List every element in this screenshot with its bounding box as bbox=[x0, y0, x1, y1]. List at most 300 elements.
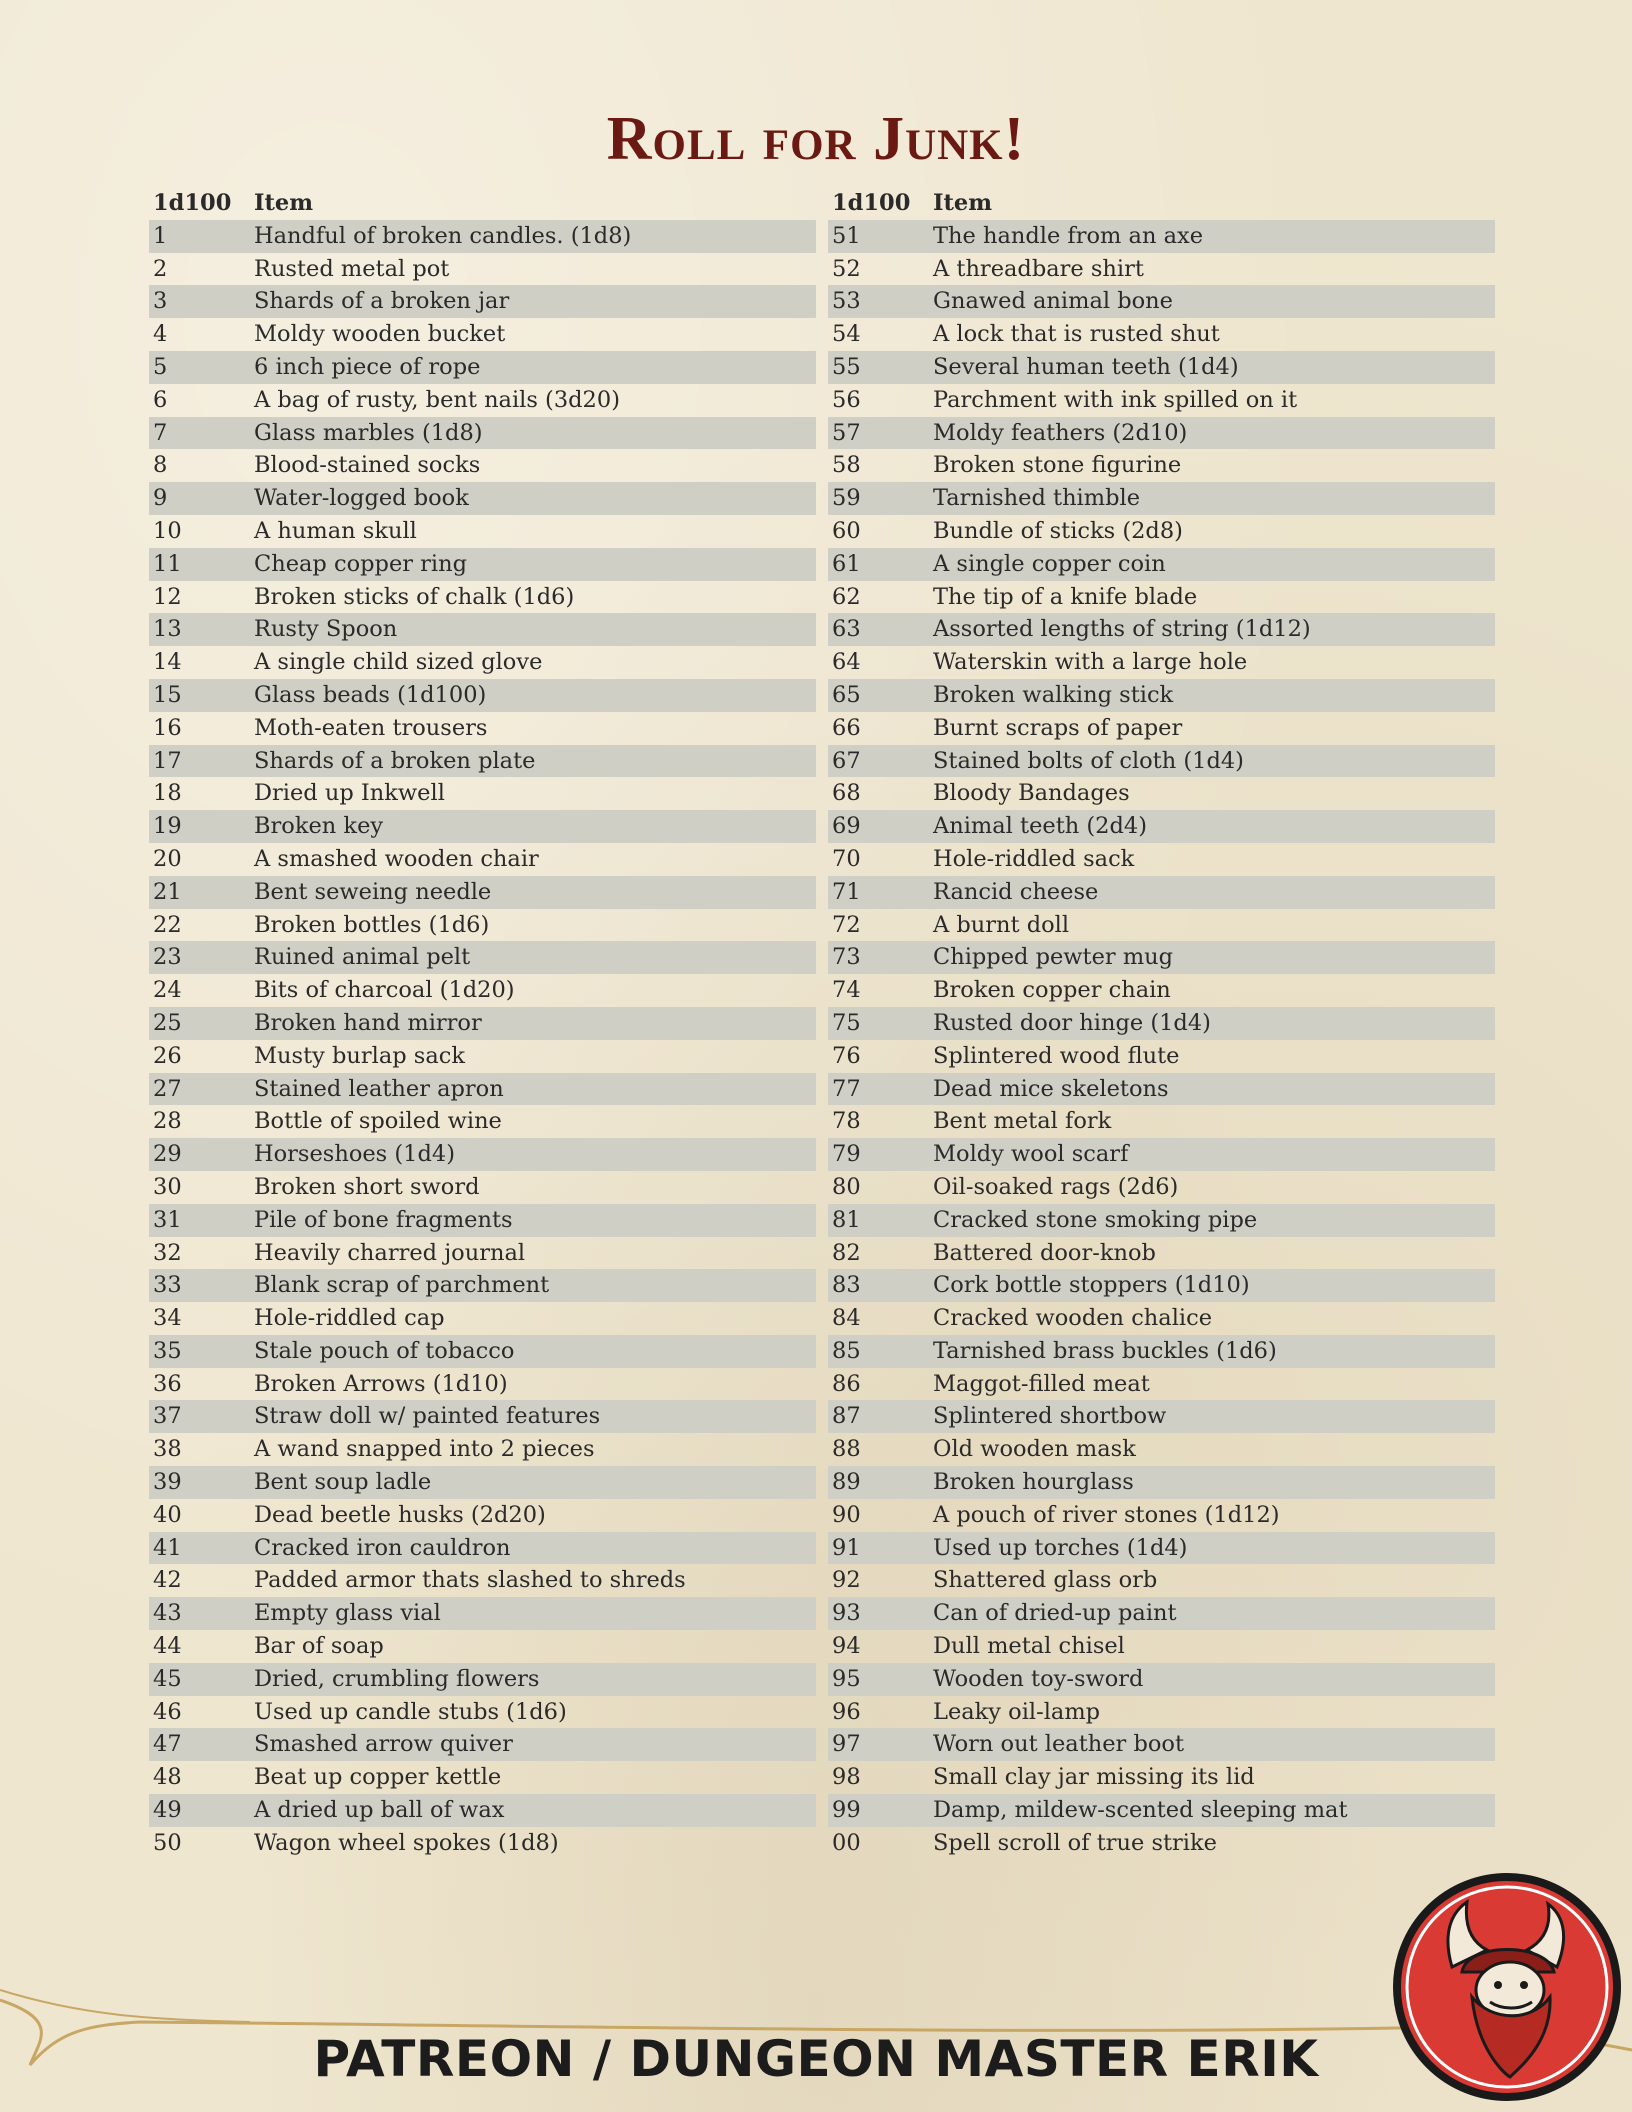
item-name: Broken key bbox=[254, 813, 384, 840]
roll-number: 62 bbox=[832, 583, 861, 610]
table-row bbox=[828, 1073, 1495, 1106]
item-name: A threadbare shirt bbox=[933, 255, 1144, 282]
table-row bbox=[149, 417, 816, 450]
table-row bbox=[149, 1499, 816, 1532]
roll-number: 38 bbox=[153, 1436, 182, 1463]
item-name: Shards of a broken jar bbox=[254, 288, 510, 315]
roll-number: 61 bbox=[832, 550, 861, 577]
item-name: Horseshoes (1d4) bbox=[254, 1141, 455, 1168]
table-row bbox=[149, 1302, 816, 1335]
item-name: Glass marbles (1d8) bbox=[254, 419, 483, 446]
table-row bbox=[149, 646, 816, 679]
table-row bbox=[828, 613, 1495, 646]
roll-number: 60 bbox=[832, 517, 861, 544]
item-name: Oil-soaked rags (2d6) bbox=[933, 1173, 1179, 1200]
roll-number: 28 bbox=[153, 1108, 182, 1135]
table-row bbox=[149, 548, 816, 581]
roll-number: 83 bbox=[832, 1272, 861, 1299]
item-name: Worn out leather boot bbox=[933, 1731, 1184, 1758]
roll-number: 86 bbox=[832, 1370, 861, 1397]
item-name: Moldy feathers (2d10) bbox=[933, 419, 1188, 446]
table-row bbox=[149, 974, 816, 1007]
item-name: Cracked wooden chalice bbox=[933, 1305, 1213, 1332]
table-row bbox=[828, 646, 1495, 679]
table-row bbox=[828, 1466, 1495, 1499]
table-row bbox=[149, 1204, 816, 1237]
item-name: Rancid cheese bbox=[933, 878, 1099, 905]
table-row bbox=[149, 1105, 816, 1138]
roll-number: 22 bbox=[153, 911, 182, 938]
roll-number: 2 bbox=[153, 255, 168, 282]
table-row bbox=[828, 253, 1495, 286]
item-name: Broken Arrows (1d10) bbox=[254, 1370, 508, 1397]
table-row bbox=[149, 1237, 816, 1270]
roll-number: 82 bbox=[832, 1239, 861, 1266]
roll-number: 16 bbox=[153, 714, 182, 741]
roll-number: 56 bbox=[832, 386, 861, 413]
roll-number: 46 bbox=[153, 1698, 182, 1725]
item-name: Bent seweing needle bbox=[254, 878, 492, 905]
roll-number: 37 bbox=[153, 1403, 182, 1430]
item-name: Musty burlap sack bbox=[254, 1042, 465, 1069]
item-name: Splintered wood flute bbox=[933, 1042, 1180, 1069]
table-row bbox=[149, 220, 816, 253]
roll-number: 68 bbox=[832, 780, 861, 807]
item-name: Dead beetle husks (2d20) bbox=[254, 1501, 546, 1528]
table-header bbox=[149, 187, 816, 220]
roll-number: 96 bbox=[832, 1698, 861, 1725]
table-row bbox=[828, 1827, 1495, 1860]
table-row bbox=[149, 285, 816, 318]
roll-number: 85 bbox=[832, 1337, 861, 1364]
roll-number: 98 bbox=[832, 1764, 861, 1791]
roll-number: 76 bbox=[832, 1042, 861, 1069]
table-row bbox=[828, 1499, 1495, 1532]
table-row bbox=[828, 1237, 1495, 1270]
roll-number: 8 bbox=[153, 452, 168, 479]
item-name: Moldy wool scarf bbox=[933, 1141, 1129, 1168]
item-name: Broken hand mirror bbox=[254, 1009, 482, 1036]
roll-number: 20 bbox=[153, 845, 182, 872]
table-row bbox=[149, 253, 816, 286]
table-row bbox=[149, 810, 816, 843]
roll-number: 27 bbox=[153, 1075, 182, 1102]
table-row bbox=[828, 1728, 1495, 1761]
roll-number: 15 bbox=[153, 681, 182, 708]
item-name: A burnt doll bbox=[933, 911, 1070, 938]
item-name: Broken hourglass bbox=[933, 1469, 1134, 1496]
item-name: Hole-riddled cap bbox=[254, 1305, 445, 1332]
table-row bbox=[828, 220, 1495, 253]
table-row bbox=[149, 482, 816, 515]
item-name: Water-logged book bbox=[254, 485, 469, 512]
roll-number: 12 bbox=[153, 583, 182, 610]
roll-number: 45 bbox=[153, 1665, 182, 1692]
item-name: Bent metal fork bbox=[933, 1108, 1112, 1135]
item-name: Old wooden mask bbox=[933, 1436, 1136, 1463]
item-name: Broken short sword bbox=[254, 1173, 480, 1200]
roll-number: 26 bbox=[153, 1042, 182, 1069]
table-row bbox=[149, 1564, 816, 1597]
roll-number: 67 bbox=[832, 747, 861, 774]
item-name: Cracked iron cauldron bbox=[254, 1534, 511, 1561]
roll-number: 78 bbox=[832, 1108, 861, 1135]
roll-number: 23 bbox=[153, 944, 182, 971]
item-name: Stained bolts of cloth (1d4) bbox=[933, 747, 1244, 774]
table-row bbox=[149, 1663, 816, 1696]
roll-number: 25 bbox=[153, 1009, 182, 1036]
item-name: Smashed arrow quiver bbox=[254, 1731, 513, 1758]
item-name: Wooden toy-sword bbox=[933, 1665, 1144, 1692]
table-row bbox=[828, 1597, 1495, 1630]
item-name: Stained leather apron bbox=[254, 1075, 504, 1102]
roll-number: 70 bbox=[832, 845, 861, 872]
item-name: Spell scroll of true strike bbox=[933, 1829, 1217, 1856]
item-name: Moth-eaten trousers bbox=[254, 714, 488, 741]
roll-number: 92 bbox=[832, 1567, 861, 1594]
roll-number: 19 bbox=[153, 813, 182, 840]
roll-number: 47 bbox=[153, 1731, 182, 1758]
item-name: Bloody Bandages bbox=[933, 780, 1130, 807]
table-row bbox=[149, 1827, 816, 1860]
table-row bbox=[828, 1138, 1495, 1171]
roll-number: 59 bbox=[832, 485, 861, 512]
roll-number: 11 bbox=[153, 550, 182, 577]
roll-number: 44 bbox=[153, 1633, 182, 1660]
table-row bbox=[828, 351, 1495, 384]
roll-number: 93 bbox=[832, 1600, 861, 1627]
roll-number: 95 bbox=[832, 1665, 861, 1692]
item-name: Rusted door hinge (1d4) bbox=[933, 1009, 1211, 1036]
roll-number: 35 bbox=[153, 1337, 182, 1364]
roll-number: 49 bbox=[153, 1797, 182, 1824]
table-row bbox=[828, 712, 1495, 745]
roll-number: 66 bbox=[832, 714, 861, 741]
table-row bbox=[149, 581, 816, 614]
table-row bbox=[828, 384, 1495, 417]
table-row bbox=[149, 1630, 816, 1663]
table-row bbox=[828, 1433, 1495, 1466]
roll-number: 6 bbox=[153, 386, 168, 413]
header-item: Item bbox=[254, 190, 314, 216]
roll-number: 7 bbox=[153, 419, 168, 446]
item-name: Tarnished thimble bbox=[933, 485, 1141, 512]
table-row bbox=[149, 843, 816, 876]
table-row bbox=[149, 515, 816, 548]
item-name: Dead mice skeletons bbox=[933, 1075, 1169, 1102]
footer-patreon: PATREON / DUNGEON MASTER ERIK bbox=[313, 2030, 1319, 2088]
item-name: Bar of soap bbox=[254, 1633, 384, 1660]
item-name: A smashed wooden chair bbox=[254, 845, 539, 872]
table-row bbox=[149, 777, 816, 810]
item-name: Wagon wheel spokes (1d8) bbox=[254, 1829, 559, 1856]
table-row bbox=[828, 515, 1495, 548]
roll-number: 13 bbox=[153, 616, 182, 643]
roll-number: 00 bbox=[832, 1829, 861, 1856]
roll-number: 84 bbox=[832, 1305, 861, 1332]
table-row bbox=[149, 1761, 816, 1794]
item-name: Tarnished brass buckles (1d6) bbox=[933, 1337, 1277, 1364]
item-name: Rusted metal pot bbox=[254, 255, 450, 282]
item-name: Straw doll w/ painted features bbox=[254, 1403, 601, 1430]
table-row bbox=[828, 1400, 1495, 1433]
table-row bbox=[828, 679, 1495, 712]
item-name: A pouch of river stones (1d12) bbox=[933, 1501, 1280, 1528]
roll-number: 4 bbox=[153, 321, 168, 348]
item-name: Bottle of spoiled wine bbox=[254, 1108, 502, 1135]
header-roll: 1d100 bbox=[153, 190, 232, 216]
roll-number: 32 bbox=[153, 1239, 182, 1266]
item-name: Handful of broken candles. (1d8) bbox=[254, 222, 632, 249]
roll-number: 63 bbox=[832, 616, 861, 643]
item-name: Cork bottle stoppers (1d10) bbox=[933, 1272, 1250, 1299]
table-row bbox=[828, 876, 1495, 909]
item-name: Blood-stained socks bbox=[254, 452, 481, 479]
table-row bbox=[149, 613, 816, 646]
item-name: Parchment with ink spilled on it bbox=[933, 386, 1298, 413]
table-row bbox=[149, 1138, 816, 1171]
roll-number: 71 bbox=[832, 878, 861, 905]
roll-number: 57 bbox=[832, 419, 861, 446]
item-name: Dull metal chisel bbox=[933, 1633, 1125, 1660]
roll-number: 10 bbox=[153, 517, 182, 544]
roll-number: 41 bbox=[153, 1534, 182, 1561]
roll-number: 58 bbox=[832, 452, 861, 479]
table-row bbox=[828, 1532, 1495, 1565]
roll-number: 65 bbox=[832, 681, 861, 708]
header-item: Item bbox=[933, 190, 993, 216]
roll-number: 51 bbox=[832, 222, 861, 249]
item-name: Broken bottles (1d6) bbox=[254, 911, 490, 938]
roll-number: 42 bbox=[153, 1567, 182, 1594]
table-row bbox=[149, 1171, 816, 1204]
roll-number: 55 bbox=[832, 353, 861, 380]
table-row bbox=[828, 941, 1495, 974]
item-name: Burnt scraps of paper bbox=[933, 714, 1183, 741]
table-row bbox=[828, 1040, 1495, 1073]
table-row bbox=[828, 1335, 1495, 1368]
roll-number: 73 bbox=[832, 944, 861, 971]
item-name: Broken walking stick bbox=[933, 681, 1174, 708]
table-row bbox=[149, 1400, 816, 1433]
table-row bbox=[828, 1794, 1495, 1827]
roll-number: 21 bbox=[153, 878, 182, 905]
table-row bbox=[149, 1728, 816, 1761]
table-right bbox=[828, 187, 1495, 1860]
roll-number: 89 bbox=[832, 1469, 861, 1496]
table-row bbox=[828, 1007, 1495, 1040]
roll-number: 17 bbox=[153, 747, 182, 774]
roll-number: 1 bbox=[153, 222, 168, 249]
table-row bbox=[828, 1302, 1495, 1335]
roll-number: 72 bbox=[832, 911, 861, 938]
item-name: Broken copper chain bbox=[933, 977, 1171, 1004]
table-row bbox=[149, 679, 816, 712]
item-name: Bits of charcoal (1d20) bbox=[254, 977, 515, 1004]
item-name: 6 inch piece of rope bbox=[254, 353, 481, 380]
item-name: Damp, mildew-scented sleeping mat bbox=[933, 1797, 1348, 1824]
table-row bbox=[149, 941, 816, 974]
roll-number: 79 bbox=[832, 1141, 861, 1168]
roll-number: 90 bbox=[832, 1501, 861, 1528]
roll-number: 54 bbox=[832, 321, 861, 348]
roll-number: 74 bbox=[832, 977, 861, 1004]
item-name: Leaky oil-lamp bbox=[933, 1698, 1101, 1725]
roll-number: 88 bbox=[832, 1436, 861, 1463]
table-row bbox=[828, 581, 1495, 614]
item-name: Broken sticks of chalk (1d6) bbox=[254, 583, 575, 610]
item-name: Cracked stone smoking pipe bbox=[933, 1206, 1258, 1233]
roll-number: 29 bbox=[153, 1141, 182, 1168]
item-name: Hole-riddled sack bbox=[933, 845, 1135, 872]
item-name: Can of dried-up paint bbox=[933, 1600, 1177, 1627]
item-name: Pile of bone fragments bbox=[254, 1206, 513, 1233]
table-row bbox=[149, 745, 816, 778]
roll-number: 43 bbox=[153, 1600, 182, 1627]
roll-number: 36 bbox=[153, 1370, 182, 1397]
table-row bbox=[828, 745, 1495, 778]
table-left bbox=[149, 187, 816, 1860]
roll-number: 91 bbox=[832, 1534, 861, 1561]
roll-number: 81 bbox=[832, 1206, 861, 1233]
table-row bbox=[149, 1368, 816, 1401]
roll-number: 99 bbox=[832, 1797, 861, 1824]
table-header bbox=[828, 187, 1495, 220]
table-row bbox=[828, 1171, 1495, 1204]
table-row bbox=[828, 1663, 1495, 1696]
table-row bbox=[149, 318, 816, 351]
table-row bbox=[828, 449, 1495, 482]
item-name: A dried up ball of wax bbox=[254, 1797, 505, 1824]
roll-number: 14 bbox=[153, 649, 182, 676]
table-row bbox=[828, 482, 1495, 515]
item-name: Bent soup ladle bbox=[254, 1469, 432, 1496]
item-name: Broken stone figurine bbox=[933, 452, 1182, 479]
roll-number: 30 bbox=[153, 1173, 182, 1200]
page-title: Roll for Junk! bbox=[606, 105, 1026, 173]
roll-number: 31 bbox=[153, 1206, 182, 1233]
item-name: Moldy wooden bucket bbox=[254, 321, 506, 348]
table-row bbox=[828, 843, 1495, 876]
table-row bbox=[149, 876, 816, 909]
item-name: Animal teeth (2d4) bbox=[933, 813, 1147, 840]
table-row bbox=[828, 1696, 1495, 1729]
item-name: Empty glass vial bbox=[254, 1600, 441, 1627]
item-name: Gnawed animal bone bbox=[933, 288, 1173, 315]
item-name: Shattered glass orb bbox=[933, 1567, 1158, 1594]
item-name: Beat up copper kettle bbox=[254, 1764, 502, 1791]
roll-number: 77 bbox=[832, 1075, 861, 1102]
roll-number: 3 bbox=[153, 288, 168, 315]
roll-number: 48 bbox=[153, 1764, 182, 1791]
item-name: The tip of a knife blade bbox=[933, 583, 1198, 610]
viking-logo-icon bbox=[1392, 1872, 1622, 2102]
item-name: Rusty Spoon bbox=[254, 616, 398, 643]
item-name: Used up candle stubs (1d6) bbox=[254, 1698, 567, 1725]
item-name: Dried, crumbling flowers bbox=[254, 1665, 540, 1692]
roll-number: 40 bbox=[153, 1501, 182, 1528]
roll-number: 5 bbox=[153, 353, 168, 380]
table-row bbox=[828, 1761, 1495, 1794]
table-row bbox=[149, 1269, 816, 1302]
table-row bbox=[828, 1368, 1495, 1401]
item-name: A lock that is rusted shut bbox=[933, 321, 1220, 348]
table-row bbox=[149, 1466, 816, 1499]
table-row bbox=[149, 1794, 816, 1827]
table-row bbox=[149, 1007, 816, 1040]
item-name: Waterskin with a large hole bbox=[933, 649, 1248, 676]
roll-number: 64 bbox=[832, 649, 861, 676]
roll-number: 33 bbox=[153, 1272, 182, 1299]
table-row bbox=[149, 1532, 816, 1565]
table-row bbox=[828, 1630, 1495, 1663]
table-row bbox=[828, 285, 1495, 318]
table-row bbox=[828, 1105, 1495, 1138]
table-row bbox=[149, 1040, 816, 1073]
table-row bbox=[149, 351, 816, 384]
item-name: Heavily charred journal bbox=[254, 1239, 526, 1266]
item-name: Shards of a broken plate bbox=[254, 747, 536, 774]
item-name: Splintered shortbow bbox=[933, 1403, 1167, 1430]
table-row bbox=[149, 712, 816, 745]
item-name: Ruined animal pelt bbox=[254, 944, 471, 971]
roll-number: 80 bbox=[832, 1173, 861, 1200]
roll-number: 9 bbox=[153, 485, 168, 512]
item-name: A single child sized glove bbox=[254, 649, 543, 676]
item-name: Used up torches (1d4) bbox=[933, 1534, 1188, 1561]
table-row bbox=[828, 810, 1495, 843]
roll-number: 39 bbox=[153, 1469, 182, 1496]
roll-number: 50 bbox=[153, 1829, 182, 1856]
item-name: A bag of rusty, bent nails (3d20) bbox=[254, 386, 620, 413]
table-row bbox=[149, 1073, 816, 1106]
item-name: Chipped pewter mug bbox=[933, 944, 1174, 971]
item-name: Stale pouch of tobacco bbox=[254, 1337, 515, 1364]
table-row bbox=[828, 909, 1495, 942]
table-row bbox=[149, 449, 816, 482]
table-row bbox=[828, 777, 1495, 810]
roll-number: 87 bbox=[832, 1403, 861, 1430]
item-name: Padded armor thats slashed to shreds bbox=[254, 1567, 686, 1594]
table-row bbox=[149, 384, 816, 417]
table-row bbox=[828, 417, 1495, 450]
item-name: Glass beads (1d100) bbox=[254, 681, 487, 708]
table-row bbox=[149, 1433, 816, 1466]
table-row bbox=[828, 1204, 1495, 1237]
item-name: Dried up Inkwell bbox=[254, 780, 445, 807]
roll-number: 75 bbox=[832, 1009, 861, 1036]
table-row bbox=[149, 1335, 816, 1368]
table-row bbox=[149, 909, 816, 942]
table-row bbox=[828, 974, 1495, 1007]
roll-number: 69 bbox=[832, 813, 861, 840]
item-name: Blank scrap of parchment bbox=[254, 1272, 550, 1299]
item-name: Several human teeth (1d4) bbox=[933, 353, 1239, 380]
item-name: Small clay jar missing its lid bbox=[933, 1764, 1255, 1791]
table-row bbox=[828, 318, 1495, 351]
item-name: Cheap copper ring bbox=[254, 550, 468, 577]
roll-number: 97 bbox=[832, 1731, 861, 1758]
roll-number: 18 bbox=[153, 780, 182, 807]
table-row bbox=[828, 548, 1495, 581]
item-name: Battered door-knob bbox=[933, 1239, 1156, 1266]
roll-number: 52 bbox=[832, 255, 861, 282]
item-name: Maggot-filled meat bbox=[933, 1370, 1150, 1397]
item-name: Assorted lengths of string (1d12) bbox=[933, 616, 1311, 643]
roll-number: 24 bbox=[153, 977, 182, 1004]
table-row bbox=[149, 1696, 816, 1729]
item-name: Bundle of sticks (2d8) bbox=[933, 517, 1183, 544]
